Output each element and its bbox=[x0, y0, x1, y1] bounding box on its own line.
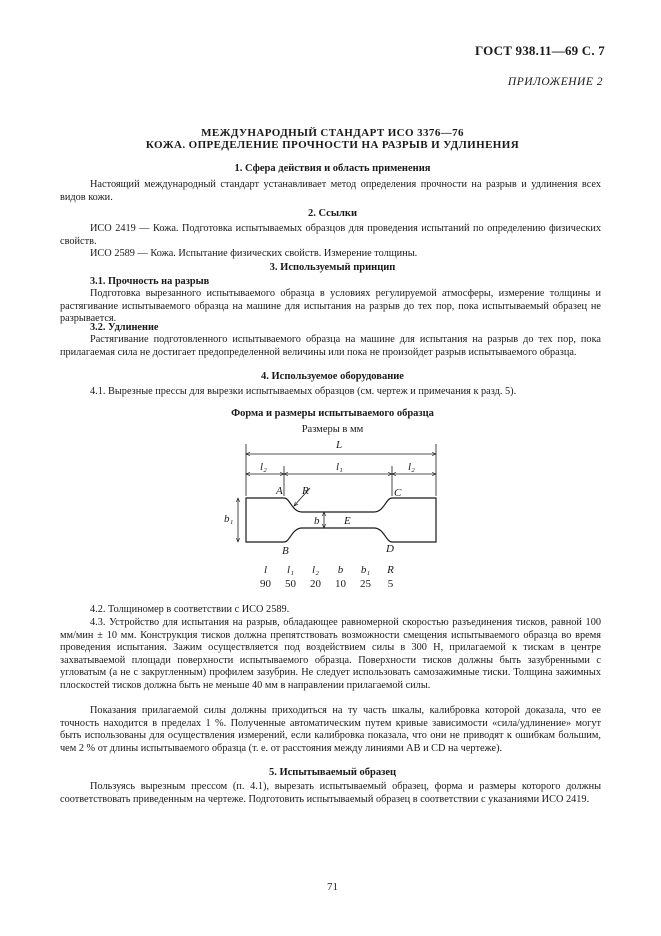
dim-symbol: b bbox=[337, 564, 344, 576]
paragraph-4-1: 4.1. Вырезные прессы для вырезки испытываемых образцов (см. чертеж и примечания к разд. 5). bbox=[90, 386, 517, 397]
standard-subtitle: КОЖА. ОПРЕДЕЛЕНИЕ ПРОЧНОСТИ НА РАЗРЫВ И УДЛИНЕНИЯ bbox=[145, 139, 520, 151]
appendix-label: ПРИЛОЖЕНИЕ 2 bbox=[507, 76, 603, 88]
paragraph-4-4: Показания прилагаемой силы должны приходиться на ту часть шкалы, калибровка которой доказала, что ее точность находится в пределах 1 %. Полученные автоматическим путем кривые зависимости «сила/удлинение» могут быть использованы для осуществления измерений, если калибровка показала, что они не приводят к ошибкам большим, чем 2 % от длины испытываемого образца (т. е. от расстояния между линиями AB и CD на чертеже). bbox=[60, 705, 601, 754]
section-1-text: Настоящий международный стандарт устанавливает метод определения прочности на разрыв и удлинения всех видов кожи. bbox=[60, 179, 601, 203]
label-l1: l₁ bbox=[336, 461, 343, 473]
dim-value: 5 bbox=[387, 578, 394, 590]
page-number: 71 bbox=[327, 881, 338, 893]
specimen-drawing bbox=[220, 436, 450, 556]
reference-iso-2419: ИСО 2419 — Кожа. Подготовка испытываемых образцов для проведения испытаний по определению физических свойств. bbox=[60, 223, 601, 247]
dim-value: 10 bbox=[335, 578, 346, 590]
label-b: b bbox=[314, 515, 320, 527]
dimensions-symbols-row bbox=[253, 563, 403, 577]
section-5-heading: 5. Испытываемый образец bbox=[268, 767, 397, 778]
section-5-text: Пользуясь вырезным прессом (п. 4.1), вырезать испытываемый образец, форма и размеры которого должны соответствовать приведенным на чертеже. Подготовить испытываемый образец в соответствии с указаниями ИСО 2419. bbox=[60, 781, 601, 805]
reference-iso-2589: ИСО 2589 — Кожа. Испытание физических свойств. Измерение толщины. bbox=[90, 248, 418, 259]
dim-symbol: l bbox=[263, 564, 268, 576]
dim-symbol: l₂ bbox=[312, 564, 319, 576]
subsection-3-2-text: Растягивание подготовленного испытываемого образца на машине для испытания на разрыв до тех пор, пока прилагаемая сила не достигает предопределенной величины или пока не произойдет разрыв испытываемого образца. bbox=[60, 334, 601, 358]
dim-value: 90 bbox=[260, 578, 271, 590]
subsection-3-1-text: Подготовка вырезанного испытываемого образца в условиях регулируемой атмосферы, измерение толщины и растягивание испытываемого образца на машине для испытания на разрыв до тех пор, пока испытываемый образец не разрывается. bbox=[60, 288, 601, 325]
dim-value: 50 bbox=[285, 578, 296, 590]
label-B: B bbox=[282, 545, 289, 556]
figure-units: Размеры в мм bbox=[301, 424, 364, 435]
label-C: C bbox=[394, 487, 402, 499]
standard-title: МЕЖДУНАРОДНЫЙ СТАНДАРТ ИСО 3376—76 bbox=[201, 127, 464, 139]
label-A: A bbox=[276, 485, 283, 497]
dim-symbol: R bbox=[387, 564, 394, 576]
label-l2-right: l₂ bbox=[408, 461, 415, 473]
section-2-heading: 2. Ссылки bbox=[307, 208, 358, 219]
label-R: R bbox=[302, 485, 309, 497]
subsection-3-2-heading: 3.2. Удлинение bbox=[90, 322, 159, 333]
section-4-heading: 4. Используемое оборудование bbox=[261, 371, 404, 382]
dim-value: 20 bbox=[310, 578, 321, 590]
label-L: L bbox=[336, 439, 343, 451]
section-3-heading: 3. Используемый принцип bbox=[269, 262, 396, 273]
label-D: D bbox=[386, 543, 394, 555]
paragraph-4-2: 4.2. Толщиномер в соответствии с ИСО 2589. bbox=[90, 604, 290, 615]
specimen-outline bbox=[246, 498, 436, 542]
dimensions-table bbox=[253, 563, 403, 591]
label-E: E bbox=[344, 515, 351, 527]
dim-value: 25 bbox=[360, 578, 371, 590]
dimensions-values-row bbox=[253, 577, 403, 591]
paragraph-4-3: 4.3. Устройство для испытания на разрыв, обладающее равномерной скоростью разъединения тисков, равной 100 мм/мин ± 10 мм. Конструкция тисков должна препятствовать возможности смещения испытываемого образца во время проведения испытания. Зажим осуществляется под воздействием силы в 300 Н, прилагаемой к тискам в центре захватываемой площади поверхности испытываемого образца. Поверхности тисков должны быть зазубренными с угловатым (а не с закругленным) профилем зазубрин. Не следует использовать самозажимные тиски. Толщина зажимных плоскостей тисков должна быть не меньше 40 мм в направлении прилагаемой силы. bbox=[60, 617, 601, 691]
figure-caption: Форма и размеры испытываемого образца bbox=[231, 408, 434, 419]
label-b1: b₁ bbox=[224, 513, 234, 525]
dim-symbol: b₁ bbox=[360, 564, 371, 576]
label-l2-left: l₂ bbox=[260, 461, 267, 473]
section-1-heading: 1. Сфера действия и область применения bbox=[234, 163, 431, 174]
dim-symbol: l₁ bbox=[287, 564, 294, 576]
document-header: ГОСТ 938.11—69 С. 7 bbox=[475, 43, 605, 58]
subsection-3-1-heading: 3.1. Прочность на разрыв bbox=[90, 276, 210, 287]
